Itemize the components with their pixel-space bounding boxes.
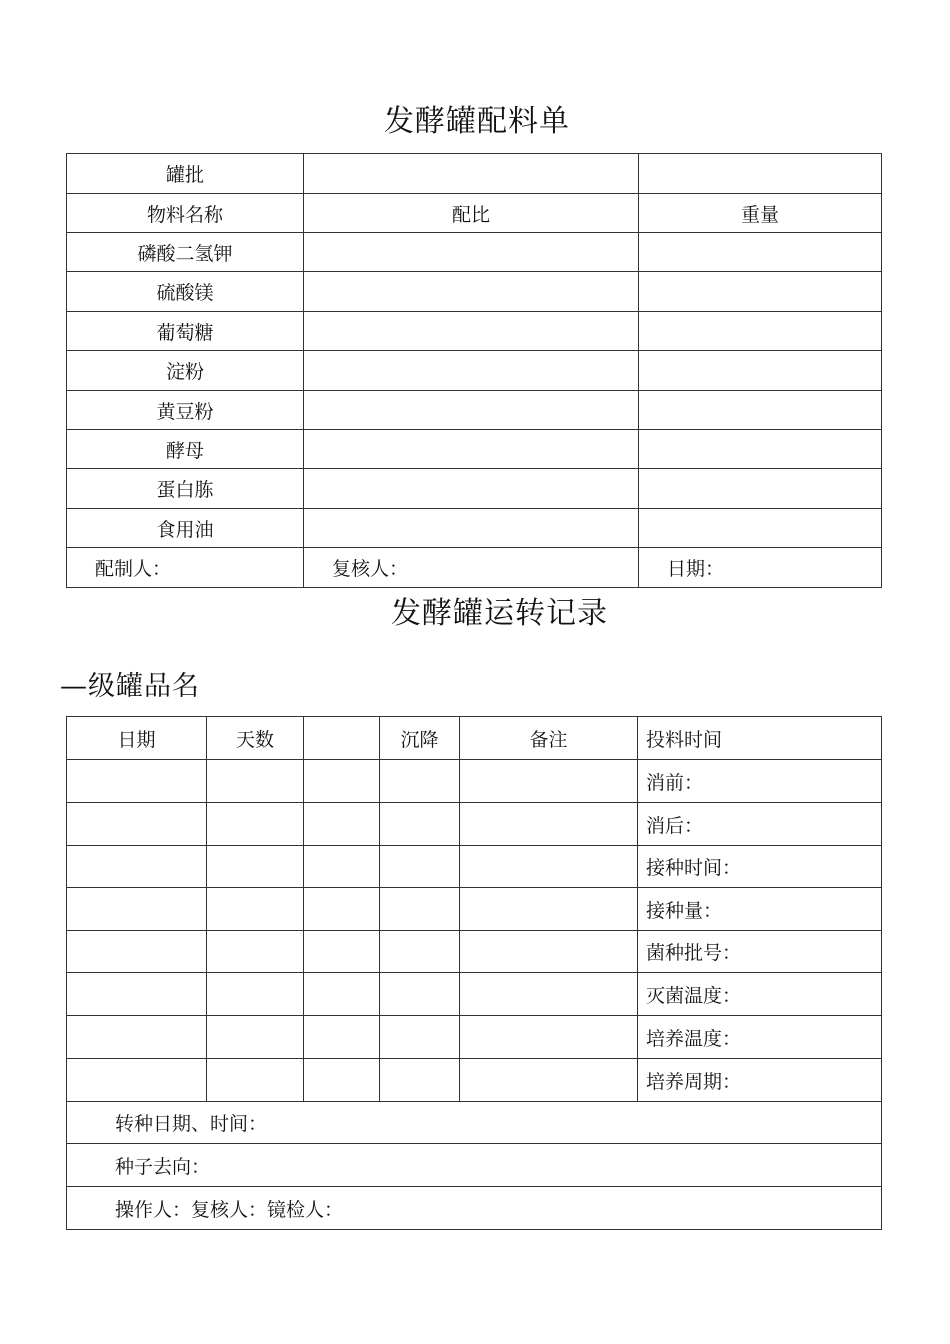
ratio-cell[interactable] [304,233,639,272]
days-cell[interactable] [207,931,304,973]
header-blank [304,717,380,760]
field-label[interactable]: 培养温度： [638,1016,882,1059]
batch-value-cell[interactable] [304,154,639,194]
ratio-cell[interactable] [304,312,639,351]
reviewer-label[interactable]: 复核人： [304,548,639,588]
record-row [67,1016,882,1059]
weight-cell[interactable] [639,233,882,272]
material-name: 食用油 [67,509,304,548]
weight-cell[interactable] [639,430,882,469]
operation-header-row [67,717,882,760]
days-cell[interactable] [207,846,304,888]
date-cell[interactable] [67,973,207,1016]
blank-cell[interactable] [304,1016,380,1059]
header-notes: 备注 [460,717,638,760]
weight-cell[interactable] [639,272,882,312]
record-row [67,931,882,973]
sedimentation-cell[interactable] [380,846,460,888]
recipe-title: 发酵罐配料单 [384,104,570,139]
material-name: 蛋白胨 [67,469,304,509]
sedimentation-cell[interactable] [380,1016,460,1059]
notes-cell[interactable] [460,973,638,1016]
field-label[interactable]: 接种量： [638,888,882,931]
material-row [67,312,882,351]
footer-row [67,1102,882,1144]
sedimentation-cell[interactable] [380,888,460,931]
ratio-cell[interactable] [304,351,639,391]
ratio-cell[interactable] [304,430,639,469]
sedimentation-cell[interactable] [380,973,460,1016]
material-name: 磷酸二氢钾 [67,233,304,272]
material-row [67,272,882,312]
notes-cell[interactable] [460,1059,638,1102]
date-cell[interactable] [67,888,207,931]
blank-cell[interactable] [304,846,380,888]
ratio-cell[interactable] [304,509,639,548]
ratio-cell[interactable] [304,469,639,509]
material-row [67,233,882,272]
days-cell[interactable] [207,888,304,931]
sedimentation-cell[interactable] [380,760,460,803]
ratio-cell[interactable] [304,391,639,430]
days-cell[interactable] [207,1016,304,1059]
record-row [67,803,882,846]
weight-cell[interactable] [639,351,882,391]
field-label[interactable]: 培养周期： [638,1059,882,1102]
record-row [67,760,882,803]
sedimentation-cell[interactable] [380,803,460,846]
blank-cell[interactable] [304,973,380,1016]
batch-extra-cell[interactable] [639,154,882,194]
transfer-datetime-field[interactable]: 转种日期、时间： [67,1102,882,1144]
date-cell[interactable] [67,760,207,803]
sedimentation-cell[interactable] [380,931,460,973]
header-weight: 重量 [639,194,882,233]
days-cell[interactable] [207,973,304,1016]
header-feeding-time: 投料时间 [638,717,882,760]
blank-cell[interactable] [304,803,380,846]
signatures-field[interactable]: 操作人：复核人：镜检人： [67,1187,882,1230]
field-label[interactable]: 消后： [638,803,882,846]
material-row [67,351,882,391]
operation-subtitle: —级罐品名 [60,671,200,702]
material-row [67,469,882,509]
header-ratio: 配比 [304,194,639,233]
blank-cell[interactable] [304,760,380,803]
field-label[interactable]: 灭菌温度： [638,973,882,1016]
material-row [67,509,882,548]
field-label[interactable]: 消前： [638,760,882,803]
footer-row [67,1144,882,1187]
header-sedimentation: 沉降 [380,717,460,760]
date-cell[interactable] [67,1059,207,1102]
weight-cell[interactable] [639,391,882,430]
material-name: 葡萄糖 [67,312,304,351]
material-name: 淀粉 [67,351,304,391]
recipe-table [66,153,882,588]
field-label[interactable]: 接种时间： [638,846,882,888]
recipe-header-row [67,194,882,233]
material-name: 黄豆粉 [67,391,304,430]
header-date: 日期 [67,717,207,760]
header-days: 天数 [207,717,304,760]
material-row [67,430,882,469]
operation-table [66,716,882,1230]
weight-cell[interactable] [639,509,882,548]
record-row [67,846,882,888]
batch-label: 罐批 [67,154,304,194]
field-label[interactable]: 菌种批号： [638,931,882,973]
notes-cell[interactable] [460,888,638,931]
weight-cell[interactable] [639,312,882,351]
batch-row [67,154,882,194]
blank-cell[interactable] [304,931,380,973]
blank-cell[interactable] [304,1059,380,1102]
days-cell[interactable] [207,803,304,846]
footer-row [67,1187,882,1230]
seed-destination-field[interactable]: 种子去向： [67,1144,882,1187]
weight-cell[interactable] [639,469,882,509]
notes-cell[interactable] [460,846,638,888]
material-name: 硫酸镁 [67,272,304,312]
ratio-cell[interactable] [304,272,639,312]
notes-cell[interactable] [460,803,638,846]
material-row [67,391,882,430]
days-cell[interactable] [207,1059,304,1102]
date-cell[interactable] [67,846,207,888]
date-cell[interactable] [67,1016,207,1059]
date-cell[interactable] [67,803,207,846]
recipe-footer-row [67,548,882,588]
days-cell[interactable] [207,760,304,803]
record-row [67,1059,882,1102]
preparer-label[interactable]: 配制人： [67,548,304,588]
notes-cell[interactable] [460,931,638,973]
blank-cell[interactable] [304,888,380,931]
date-label[interactable]: 日期： [639,548,882,588]
sedimentation-cell[interactable] [380,1059,460,1102]
record-row [67,973,882,1016]
notes-cell[interactable] [460,760,638,803]
header-material-name: 物料名称 [67,194,304,233]
date-cell[interactable] [67,931,207,973]
material-name: 酵母 [67,430,304,469]
record-row [67,888,882,931]
operation-title: 发酵罐运转记录 [391,596,608,631]
notes-cell[interactable] [460,1016,638,1059]
